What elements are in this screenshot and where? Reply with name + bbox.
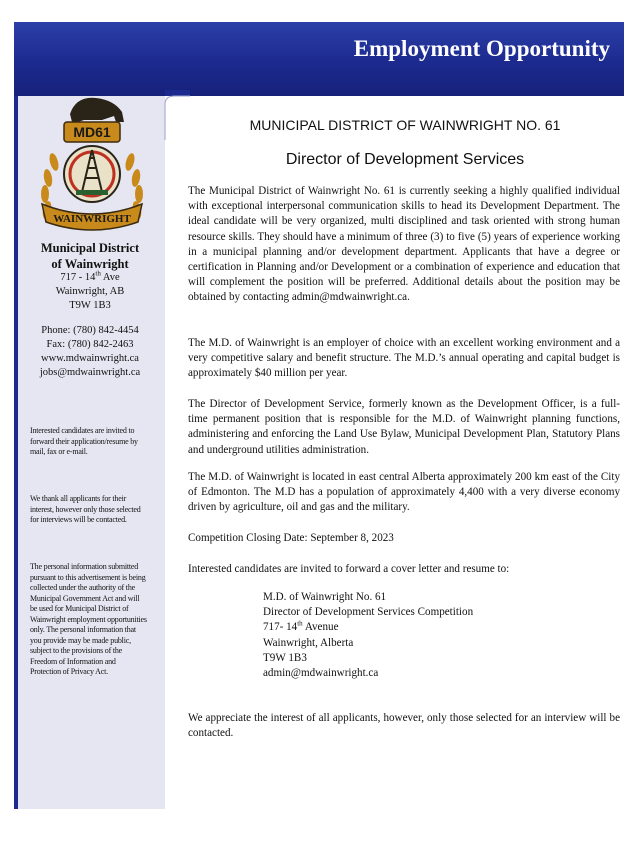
sidebar-org-name	[20, 240, 160, 272]
application-instructions: Interested candidates are invited to forward a cover letter and resume to:	[188, 563, 510, 575]
mail-line2: Director of Development Services Competition	[263, 606, 474, 619]
paragraph-location: The M.D. of Wainwright is located in east central Alberta approximately 200 km east of the City of Edmonton. The M.D has a population of approximately 4,400 with a very diverse economy driven by agriculture, oil and gas and the military.	[188, 471, 620, 514]
job-title: Director of Development Services	[285, 151, 525, 168]
bison-icon	[70, 98, 124, 122]
organization-heading: MUNICIPAL DISTRICT OF WAINWRIGHT NO. 61	[249, 117, 561, 133]
mail-line3: 717- 14th Avenue	[263, 619, 339, 634]
header-banner	[14, 22, 624, 96]
logo-badge-text: MD61	[73, 124, 111, 140]
address-line3: T9W 1B3	[69, 300, 111, 311]
md-wainwright-logo	[32, 92, 152, 238]
fax-number: Fax: (780) 842-2463	[46, 339, 134, 350]
org-name-line2: of Wainwright	[51, 257, 129, 271]
mailing-address	[263, 590, 563, 681]
paragraph-position: The Director of Development Service, formerly known as the Development Officer, is a full-time permanent position that is responsible for the M.D. of Wainwright planning functions, administering and enforcing the Land Use Bylaw, Municipal Development Plan, Statutory Plans and underground utilities administration.	[188, 398, 620, 456]
sidebar-edge	[14, 96, 18, 809]
sidebar-contact	[20, 324, 160, 380]
website-link[interactable]: www.mdwainwright.ca	[41, 353, 139, 364]
closing-date: Competition Closing Date: September 8, 2023	[188, 532, 394, 544]
mail-line6[interactable]: admin@mdwainwright.ca	[263, 667, 379, 680]
logo-ribbon-text: WAINWRIGHT	[53, 213, 131, 225]
sidebar-note-thanks: We thank all applicants for their interest, however only those selected for interviews will be contacted.	[30, 494, 141, 524]
sidebar-note-privacy: The personal information submitted pursuant to this advertisement is being collected under the authority of the Municipal Government Act and will be used for Municipal District of Wainwright employment opportunities only. The personal information that you provide may be made public, subject to the provisions of the Freedom of Information and Protection of Privacy Act.	[30, 562, 147, 676]
phone-number: Phone: (780) 842-4454	[41, 325, 139, 336]
org-name-line1: Municipal District	[40, 241, 140, 255]
email-link[interactable]: jobs@mdwainwright.ca	[39, 367, 141, 378]
address-line1: 717 - 14th Ave	[60, 269, 120, 283]
mail-line4: Wainwright, Alberta	[263, 636, 354, 649]
mail-line1: M.D. of Wainwright No. 61	[263, 591, 387, 603]
mail-line5: T9W 1B3	[263, 651, 307, 664]
banner-title: Employment Opportunity	[353, 36, 610, 61]
sidebar-note-apply: Interested candidates are invited to forward their application/resume by mail, fax or e-mail.	[30, 426, 138, 456]
paragraph-employer: The M.D. of Wainwright is an employer of choice with an excellent working environment and a very competitive salary and benefit structure. The M.D.’s annual operating and capital budget is approximately $40 million per year.	[188, 337, 620, 380]
sidebar-address	[20, 271, 160, 313]
closing-note: We appreciate the interest of all applicants, however, only those selected for an interview will be contacted.	[188, 712, 620, 740]
paragraph-intro: The Municipal District of Wainwright No. 61 is currently seeking a highly qualified individual with exceptional interpersonal communication skills to head its Development Department. The ideal candidate will be very organized, multi disciplined and task oriented with strong human resource skills. They should have a minimum of three (3) to five (5) years of experience working in a municipal planning and/or development department. Applicants that have a degree or certification in Planning and/or Development or a combination of experience and education that will complement the position will be preferred. Additional details about the position may be obtained by contacting admin@mdwainwright.ca.	[188, 185, 620, 304]
address-line2: Wainwright, AB	[55, 286, 125, 297]
